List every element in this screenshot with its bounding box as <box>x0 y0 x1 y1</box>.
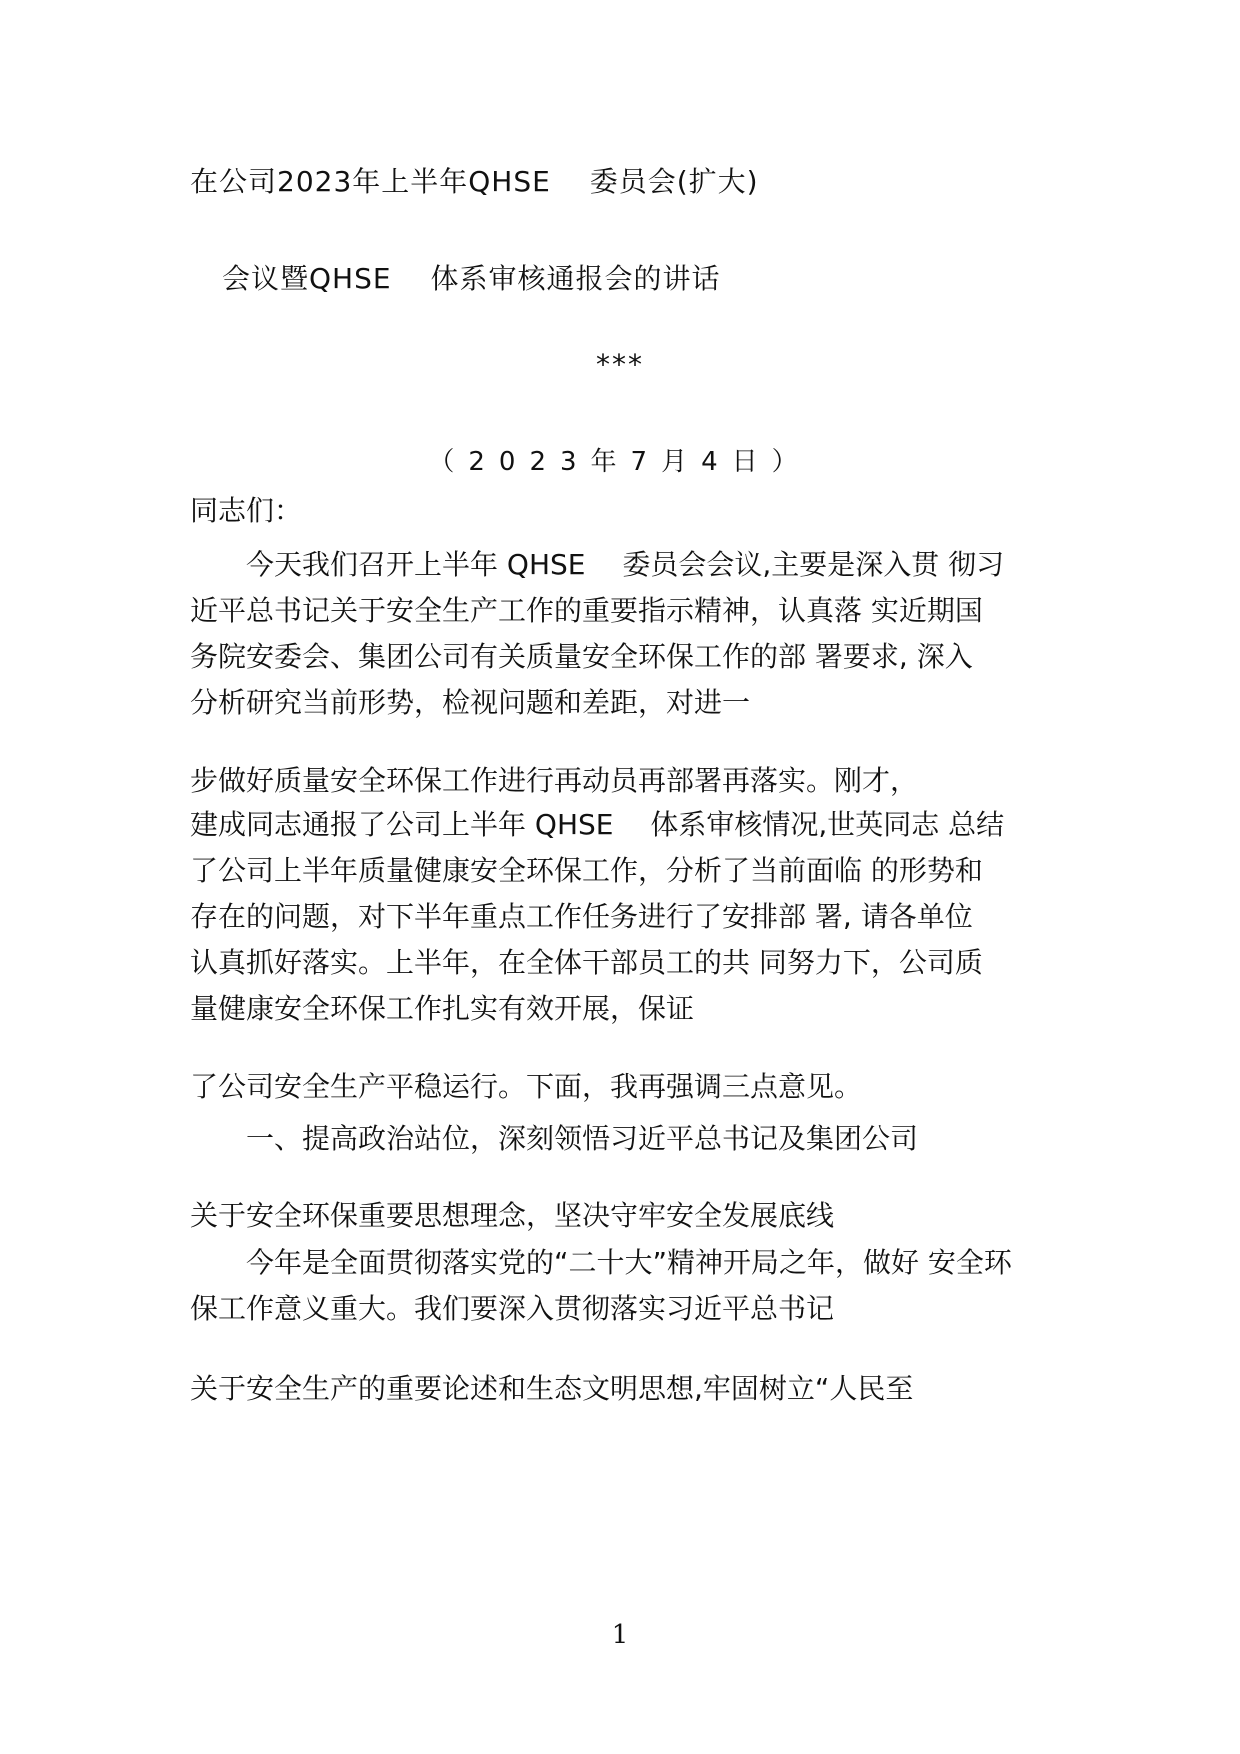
paragraph-line: 存在的问题，对下半年重点工作任务进行了安排部 署, 请各单位 <box>190 900 973 933</box>
paragraph-line: 了公司上半年质量健康安全环保工作，分析了当前面临 的形势和 <box>190 854 983 887</box>
speech-date: （2023年7月4日） <box>428 447 812 477</box>
paragraph-line: 了公司安全生产平稳运行。下面，我再强调三点意见。 <box>190 1070 863 1103</box>
paragraph-line: 今天我们召开上半年 QHSE 委员会会议,主要是深入贯 彻习 <box>190 548 1005 581</box>
salutation: 同志们： <box>190 494 303 527</box>
paragraph-line: 步做好质量安全环保工作进行再动员再部署再落实。刚才， <box>190 764 919 797</box>
paragraph-line: 近平总书记关于安全生产工作的重要指示精神，认真落 实近期国 <box>190 594 983 627</box>
section-heading-line: 关于安全环保重要思想理念，坚决守牢安全发展底线 <box>190 1199 835 1232</box>
paragraph-line: 务院安委会、集团公司有关质量安全环保工作的部 署要求, 深入 <box>190 640 973 673</box>
paragraph-line: 量健康安全环保工作扎实有效开展，保证 <box>190 992 695 1025</box>
author-placeholder: *** <box>596 348 644 381</box>
page-number: 1 <box>611 1620 629 1650</box>
paragraph-line: 认真抓好落实。上半年，在全体干部员工的共 同努力下，公司质 <box>190 946 983 979</box>
paragraph-line: 建成同志通报了公司上半年 QHSE 体系审核情况,世英同志 总结 <box>190 808 1005 841</box>
paragraph-line: 关于安全生产的重要论述和生态文明思想,牢固树立“人民至 <box>190 1372 914 1405</box>
title-line-1: 在公司2023年上半年QHSE 委员会(扩大) <box>190 165 759 198</box>
paragraph-line: 今年是全面贯彻落实党的“二十大”精神开局之年，做好 安全环 <box>190 1246 1012 1279</box>
paragraph-line: 分析研究当前形势，检视问题和差距，对进一 <box>190 686 751 719</box>
section-heading-line: 一、提高政治站位，深刻领悟习近平总书记及集团公司 <box>190 1122 919 1155</box>
title-line-2: 会议暨QHSE 体系审核通报会的讲话 <box>222 262 721 295</box>
paragraph-line: 保工作意义重大。我们要深入贯彻落实习近平总书记 <box>190 1292 835 1325</box>
